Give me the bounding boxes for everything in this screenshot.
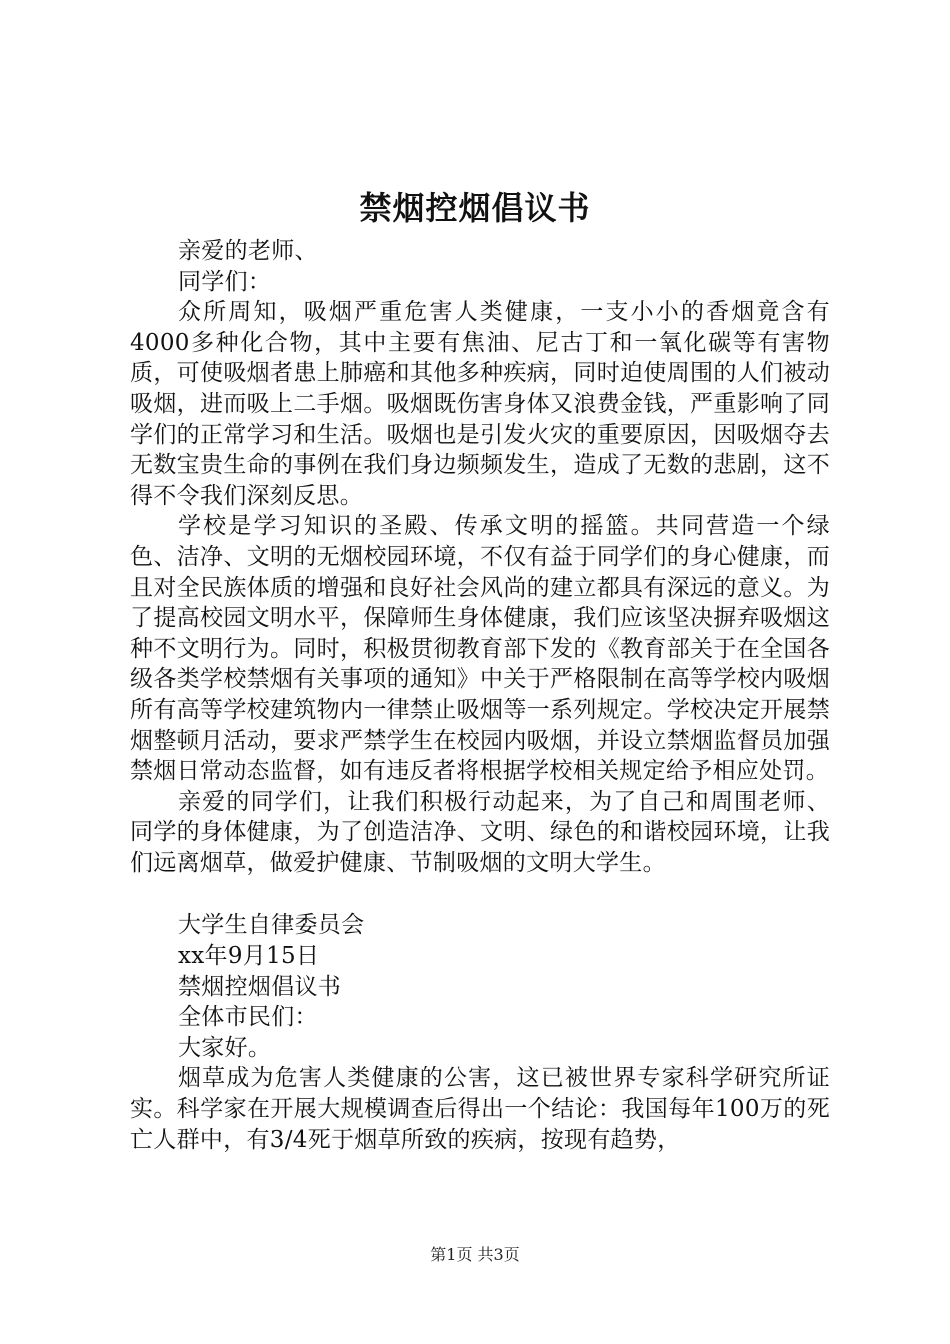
body-paragraph-2: 学校是学习知识的圣殿、传承文明的摇篮。共同营造一个绿色、洁净、文明的无烟校园环境，不仅有益于同学们的身心健康，而且对全民族体质的增强和良好社会风尚的建立都具有深远的意义。为了提高校园文明水平，保障师生身体健康，我们应该坚决摒弃吸烟这种不文明行为。同时，积极贯彻教育部下发的《教育部关于在全国各级各类学校禁烟有关事项的通知》中关于严格限制在高等学校内吸烟所有高等学校建筑物内一律禁止吸烟等一系列规定。学校决定开展禁烟整顿月活动，要求严禁学生在校园内吸烟，并设立禁烟监督员加强禁烟日常动态监督，如有违反者将根据学校相关规定给予相应处罚。: [130, 513, 830, 785]
second-document-title: 禁烟控烟倡议书: [178, 973, 342, 1000]
greeting-line-1: 亲爱的老师、: [178, 238, 318, 264]
second-greeting: 全体市民们：: [178, 1004, 318, 1031]
page-footer: 第1页 共3页: [430, 1245, 520, 1264]
section-gap: [130, 878, 830, 910]
document-body: [130, 236, 830, 1155]
body-paragraph-1: 众所周知，吸烟严重危害人类健康，一支小小的香烟竟含有4000多种化合物，其中主要有焦油、尼古丁和一氧化碳等有害物质，可使吸烟者患上肺癌和其他多种疾病，同时迫使周围的人们被动吸烟，进而吸上二手烟。吸烟既伤害身体又浪费金钱，严重影响了同学们的正常学习和生活。吸烟也是引发火灾的重要原因，因吸烟夺去无数宝贵生命的事例在我们身边频频发生，造成了无数的悲剧，这不得不令我们深刻反思。: [130, 299, 830, 509]
second-body-paragraph: 烟草成为危害人类健康的公害，这已被世界专家科学研究所证实。科学家在开展大规模调查后得出一个结论：我国每年100万的死亡人群中，有3/4死于烟草所致的疾病，按现有趋势，: [130, 1065, 830, 1153]
signature: 大学生自律委员会: [178, 912, 365, 939]
date: xx年9月15日: [178, 943, 320, 970]
second-salutation: 大家好。: [178, 1034, 272, 1061]
greeting-line-2: 同学们：: [178, 268, 272, 295]
document-title: 禁烟控烟倡议书: [359, 189, 591, 227]
body-paragraph-3: 亲爱的同学们，让我们积极行动起来，为了自己和周围老师、同学的身体健康，为了创造洁净、文明、绿色的和谐校园环境，让我们远离烟草，做爱护健康、节制吸烟的文明大学生。: [130, 788, 830, 876]
